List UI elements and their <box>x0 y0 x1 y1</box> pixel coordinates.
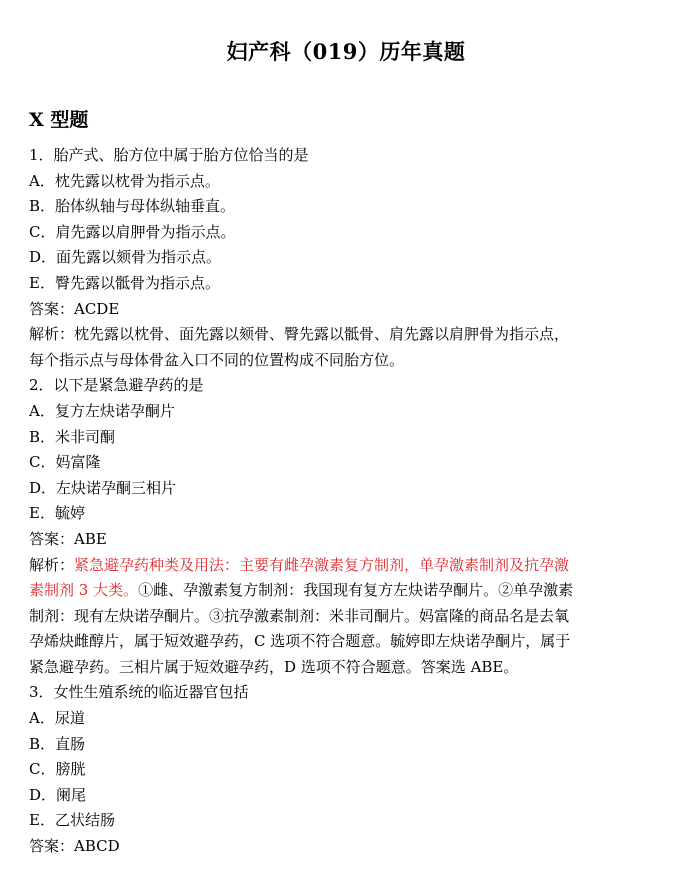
question-1-stem: 1．胎产式、胎方位中属于胎方位恰当的是 <box>29 146 309 164</box>
question-3-stem: 3．女性生殖系统的临近器官包括 <box>29 683 249 702</box>
question-2-option-d: D．左炔诺孕酮三相片 <box>29 478 177 497</box>
question-2-option-b: B．米非司酮 <box>29 427 116 446</box>
question-1-analysis-line: 每个指示点与母体骨盆入口不同的位置构成不同胎方位。 <box>29 350 405 369</box>
question-2-option-c: C．妈富隆 <box>29 453 101 472</box>
question-3-option-d: D．阑尾 <box>29 785 87 804</box>
section-heading: X 型题 <box>29 109 89 131</box>
question-3-option-b: B．直肠 <box>29 734 86 753</box>
analysis-text: ①雌、孕激素复方制剂：我国现有复方左炔诺孕酮片。②单孕激素 <box>138 581 574 600</box>
question-3-option-a: A．尿道 <box>29 709 85 728</box>
question-2-analysis-line <box>29 578 659 604</box>
question-1-option-c: C．肩先露以肩胛骨为指示点。 <box>29 222 236 241</box>
question-1-option-e: E．臀先露以骶骨为指示点。 <box>29 273 220 292</box>
question-1-option-b: B．胎体纵轴与母体纵轴垂直。 <box>29 197 236 216</box>
question-2-stem: 2．以下是紧急避孕药的是 <box>29 376 204 395</box>
question-3-option-e: E．乙状结肠 <box>29 811 115 830</box>
question-3-answer: 答案：ABCD <box>29 837 120 856</box>
page-title: 妇产科（019）历年真题 <box>226 39 466 64</box>
question-3-option-c: C．膀胱 <box>29 760 86 779</box>
question-1-option-d: D．面先露以颏骨为指示点。 <box>29 248 222 267</box>
question-1-option-a: A．枕先露以枕骨为指示点。 <box>29 171 220 190</box>
analysis-label: 解析： <box>29 555 75 574</box>
question-2-analysis-line <box>29 553 659 579</box>
question-2-analysis-line: 紧急避孕药。三相片属于短效避孕药，D 选项不符合题意。答案选 ABE。 <box>29 657 519 676</box>
question-1-analysis-line: 解析：枕先露以枕骨、面先露以颏骨、臀先露以骶骨、肩先露以肩胛骨为指示点， <box>29 325 570 344</box>
question-2-option-e: E．毓婷 <box>29 504 85 523</box>
question-1-answer: 答案：ACDE <box>29 299 120 318</box>
question-2-analysis-line: 制剂：现有左炔诺孕酮片。③抗孕激素制剂：米非司酮片。妈富隆的商品名是去氧 <box>29 606 570 625</box>
question-list <box>29 143 659 860</box>
analysis-highlight: 素制剂 3 大类。 <box>29 581 139 600</box>
analysis-highlight: 紧急避孕药种类及用法：主要有雌孕激素复方制剂，单孕激素制剂及抗孕激 <box>74 555 570 574</box>
question-2-option-a: A．复方左炔诺孕酮片 <box>29 401 175 420</box>
question-2-analysis-line: 孕烯炔雌醇片，属于短效避孕药，C 选项不符合题意。毓婷即左炔诺孕酮片，属于 <box>29 632 571 651</box>
question-2-answer: 答案：ABE <box>29 529 107 548</box>
